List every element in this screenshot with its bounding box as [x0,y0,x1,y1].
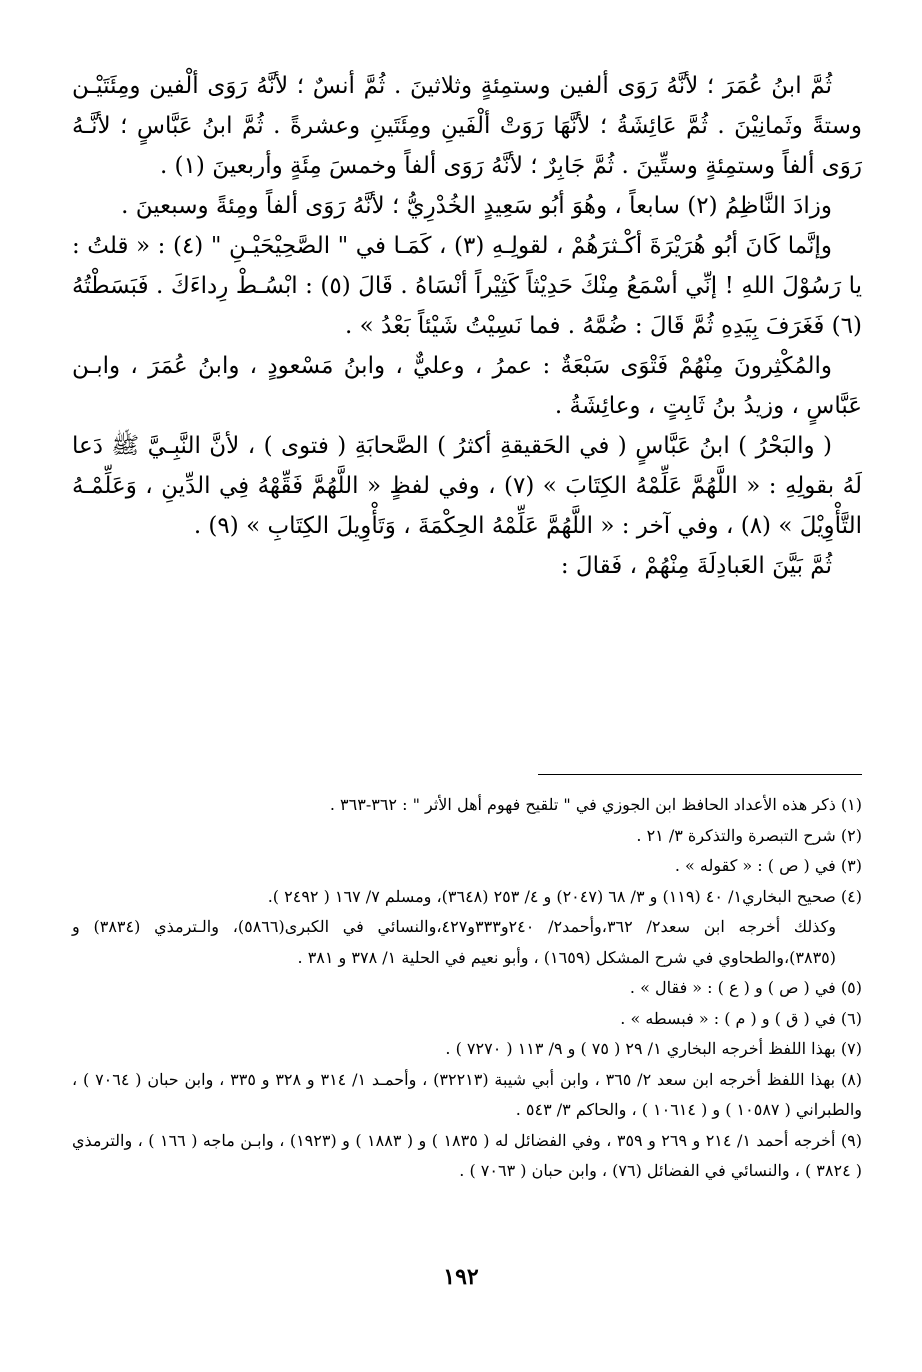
footnote: (٣) في ( ص ) : « كقوله » . [674,856,862,875]
body-paragraph: والمُكْثِرونَ مِنْهُمْ فَتْوَى سَبْعَةٌ : عمرُ ، وعليٌّ ، وابنُ مَسْعودٍ ، وابنُ عُمَرَ ، وابـن عَبَّاسٍ ، وزيدُ بنُ ثَابِتٍ ، وعائِشَةُ . [72,353,862,419]
footnote: (٧) بهذا اللفظ أخرجه البخاري ١/ ٢٩ ( ٧٥ ) و ٩/ ١١٣ ( ٧٢٧٠ ) . [445,1039,862,1058]
footnote: (١) ذكر هذه الأعداد الحافظ ابن الجوزي في " تلقيح فهوم أهل الأثر " : ٣٦٢-٣٦٣ . [329,795,862,814]
body-paragraph: ثُمَّ بَيَّنَ العَبادِلَةَ مِنْهُمْ ، فَقالَ : [560,553,832,579]
footnote: (٤) صحيح البخاري١/ ٤٠ (١١٩) و ٣/ ٦٨ (٢٠٤٧) و ٤/ ٢٥٣ (٣٦٤٨)، ومسلم ٧/ ١٦٧ ( ٢٤٩٢ ). [267,886,862,906]
footnote: (٩) أخرجه أحمد ١/ ٢١٤ و ٢٦٩ و ٣٥٩ ، وفي الفضائل له ( ١٨٣٥ ) و ( ١٨٨٣ ) و (١٩٢٣) ، وابـن ماجه ( ١٦٦ ) ، والترمذي ( ٣٨٢٤ ) ، والنسائي في الفضائل (٧٦) ، وابن حبان ( ٧٠٦٣ ) . [72,1130,863,1180]
footnote: (٢) شرح التبصرة والتذكرة ٣/ ٢١ . [636,825,862,845]
footnote-continuation: وكذلك أخرجه ابن سعد٢/ ٣٦٢،وأحمد٢/ ٢٤٠و٣٣٣و٤٢٧،والنسائي في الكبرى(٥٨٦٦)، والـترمذي (٣٨٣٤) و (٣٨٣٥)،والطحاوي في شرح المشكل (١٦٥٩) ، وأبو نعيم في الحلية ١/ ٣٧٨ و ٣٨١ . [72,917,837,967]
main-text [72,66,862,586]
footnotes [72,790,862,1187]
body-paragraph: ثُمَّ ابنُ عُمَرَ ؛ لأنَّهُ رَوَى ألفين وستمِئةٍ وثلاثينَ . ثُمَّ أنسٌ ؛ لأنَّهُ رَوَى ألْفين ومِئَتَيْـن وستةً وثَمانِيْنَ . ثُمَّ عَائِشَةُ ؛ لأنَّهَا رَوَتْ ألْفَينِ ومِئَتَينِ وعشرةً . ثُمَّ ابنُ عَبَّاسٍ ؛ لأنَّـهُ رَوَى ألفاً وستمِئةٍ وستِّينَ . ثُمَّ جَابِرٌ ؛ لأنَّهُ رَوَى ألفاً وخمسَ مِئَةٍ وأربعينَ (١) . [72,73,862,179]
footnote: (٥) في ( ص ) و ( ع ) : « فقال » . [629,978,862,997]
footnote: (٦) في ( ق ) و ( م ) : « فبسطه » . [620,1008,862,1028]
body-paragraph: ( والبَحْرُ ) ابنُ عَبَّاسٍ ( في الحَقيقةِ أكثرُ ) الصَّحابَةِ ( فتوى ) ، لأنَّ النَّبِـيَّ ﷺ دَعا لَهُ بقولِهِ : « اللَّهُمَّ عَلِّمْهُ الكِتَابَ » (٧) ، وفي لفظٍ « اللَّهُمَّ فَقِّهْهُ فِي الدِّينِ ، وَعَلِّمْـهُ التَّأْوِيْلَ » (٨) ، وفي آخر : « اللَّهُمَّ عَلِّمْهُ الحِكْمَةَ ، وَتَأْوِيلَ الكِتَابِ » (٩) . [72,433,862,539]
page-number: ١٩٢ [443,1264,479,1290]
footnote: (٨) بهذا اللفظ أخرجه ابن سعد ٢/ ٣٦٥ ، وابن أبي شيبة (٣٢٢١٣) ، وأحمـد ١/ ٣١٤ و ٣٢٨ و ٣٣٥ ، وابن حبان ( ٧٠٦٤ ) ، والطبراني ( ١٠٥٨٧ ) و ( ١٠٦١٤ ) ، والحاكم ٣/ ٥٤٣ . [72,1069,863,1119]
body-paragraph: وزادَ النَّاظِمُ (٢) سابعاً ، وهُوَ أبُو سَعِيدٍ الخُدْرِيُّ ؛ لأنَّهُ رَوَى ألفاً ومِئةً وسبعينَ . [121,193,832,219]
footnote-separator [538,774,862,775]
body-paragraph: وإنَّما كَانَ أبُو هُرَيْرَةَ أكْـثرَهُمْ ، لقولِـهِ (٣) ، كَمَـا في " الصَّحِيْحَيْـنِ " (٤) : « قلتُ : يا رَسُوْلَ اللهِ ! إنِّي أسْمَعُ مِنْكَ حَدِيْثاً كَثِيْراً أنْسَاهُ . قَالَ (٥) : ابْسُـطْ رِداءَكَ . فَبَسَطْتُهُ (٦) فَغَرَفَ بِيَدِهِ ثُمَّ قَالَ : ضُمَّهُ . فما نَسِيْتُ شَيْئاً بَعْدُ » . [72,233,863,339]
